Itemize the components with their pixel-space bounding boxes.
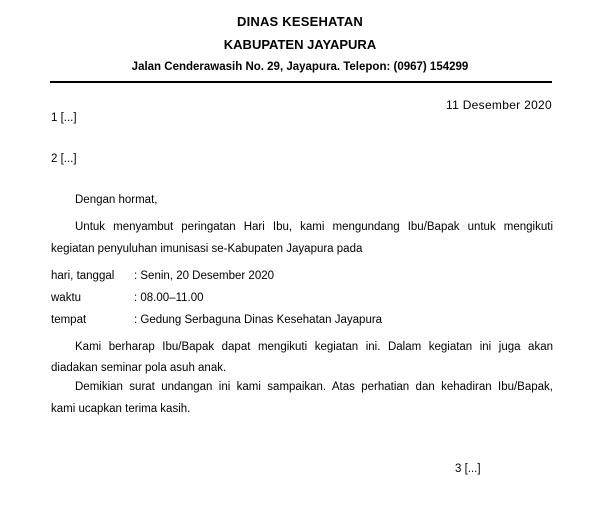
placeholder-2: 2 [...] xyxy=(51,153,77,165)
detail-value-time: : 08.00–11.00 xyxy=(134,292,204,304)
para1-line1: Untuk menyambut peringatan Hari Ibu, kami mengundang Ibu/Bapak untuk mengikuti xyxy=(75,221,553,233)
para3-line1: Demikian surat undangan ini kami sampaikan. Atas perhatian dan kehadiran Ibu/Bapak, xyxy=(75,381,553,393)
para2-line2: diadakan seminar pola asuh anak. xyxy=(51,362,227,374)
placeholder-3: 3 [...] xyxy=(455,463,481,475)
para3-line2: kami ucapkan terima kasih. xyxy=(51,403,191,415)
para1-line2: kegiatan penyuluhan imunisasi se-Kabupaten Jayapura pada xyxy=(51,243,363,255)
letterhead-regency: KABUPATEN JAYAPURA xyxy=(223,37,377,52)
detail-label-date: hari, tanggal xyxy=(51,270,115,282)
letterhead-divider xyxy=(50,81,552,83)
detail-label-time: waktu xyxy=(51,292,82,304)
greeting: Dengan hormat, xyxy=(75,194,158,206)
para2-line1: Kami berharap Ibu/Bapak dapat mengikuti kegiatan ini. Dalam kegiatan ini juga akan xyxy=(75,341,553,353)
detail-value-place: : Gedung Serbaguna Dinas Kesehatan Jayapura xyxy=(134,314,383,326)
letterhead-address: Jalan Cenderawasih No. 29, Jayapura. Telepon: (0967) 154299 xyxy=(131,61,469,73)
letterhead-agency: DINAS KESEHATAN xyxy=(236,14,364,29)
detail-value-date: : Senin, 20 Desember 2020 xyxy=(134,270,275,282)
detail-label-place: tempat xyxy=(51,314,87,326)
placeholder-1: 1 [...] xyxy=(51,112,77,124)
letter-date: 11 Desember 2020 xyxy=(446,98,552,112)
